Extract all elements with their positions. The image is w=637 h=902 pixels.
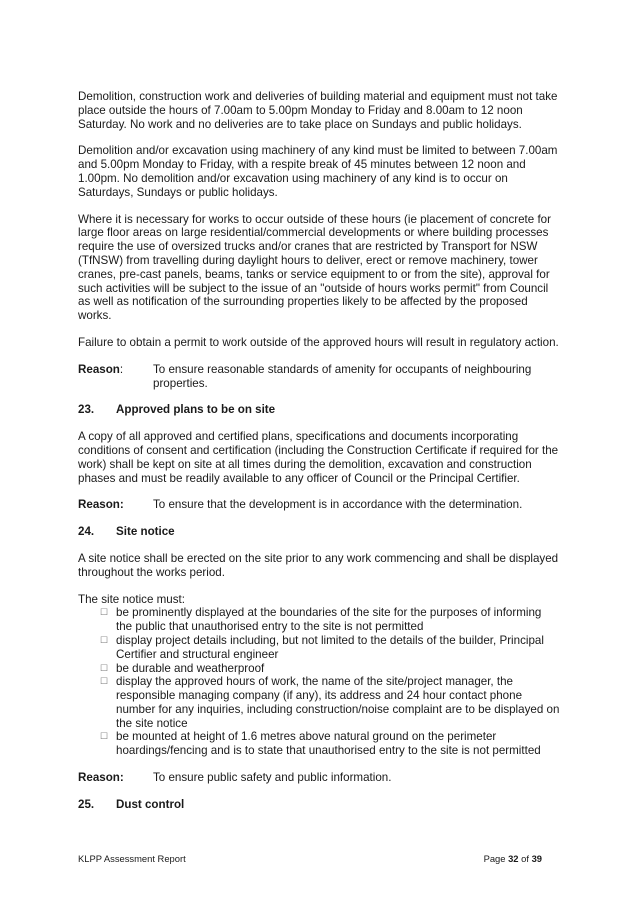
reason-public-safety xyxy=(78,771,560,785)
site-notice-list xyxy=(78,606,560,758)
list-item: ☐ be prominently displayed at the boundaries of the site for the purposes of informing the public that unauthorised entry to the site is not permitted xyxy=(100,606,542,634)
document-body xyxy=(78,90,560,825)
checkbox-bullet-icon: ☐ xyxy=(100,662,109,673)
checkbox-bullet-icon: ☐ xyxy=(100,634,109,645)
checkbox-bullet-icon: ☐ xyxy=(100,676,109,687)
page-footer xyxy=(78,853,542,864)
reason-label: Reason: xyxy=(78,498,124,512)
page-number: Page 32 of 39 xyxy=(483,853,542,864)
paragraph-demolition: Demolition and/or excavation using machinery of any kind must be limited to between 7.00am and 5.00pm Monday to Friday, with a respite break of 45 minutes between 12 noon and 1.00pm. No demolition and/or excavation using machinery of any kind is to occur on Saturdays, Sundays or public holidays. xyxy=(78,144,558,199)
reason-text: To ensure reasonable standards of amenity for occupants of neighbouring properties. xyxy=(153,362,532,390)
footer-report-title: KLPP Assessment Report xyxy=(78,853,186,864)
reason-text: To ensure public safety and public information. xyxy=(153,771,392,785)
paragraph-outside-hours: Where it is necessary for works to occur outside of these hours (ie placement of concrete for large floor areas on large residential/commercial developments or where building processes require the use of oversized trucks and/or cranes that are restricted by Transport for NSW (TfNSW) from travelling during daylight hours to deliver, erect or remove machinery, tower cranes, pre-cast panels, beams, tanks or service equipment to or from the site), approval for such activities will be subject to the issue of an "outside of hours works permit" from Council as well as notification of the surrounding properties likely to be affected by the proposed works. xyxy=(78,212,551,323)
list-item: ☐ display the approved hours of work, the name of the site/project manager, the responsible managing company (if any), its address and 24 hour contact phone number for any inquiries, including construction/noise complaint are to be displayed on the site notice xyxy=(100,675,560,730)
section-23-body: A copy of all approved and certified plans, specifications and documents incorporating conditions of consent and certification (including the Construction Certificate if required for the work) shall be kept on site at all times during the demolition, excavation and construction phases and must be readily available to any officer of Council or the Principal Certifier. xyxy=(78,430,559,485)
reason-label: Reason: xyxy=(78,362,124,376)
section-heading-24: 24. Site notice xyxy=(78,525,175,539)
list-item: ☐ display project details including, but not limited to the details of the builder, Principal Certifier and structural engineer xyxy=(100,633,544,661)
reason-text: To ensure that the development is in accordance with the determination. xyxy=(153,498,523,512)
section-heading-23: 23. Approved plans to be on site xyxy=(78,403,276,417)
section-24-body: A site notice shall be erected on the site prior to any work commencing and shall be displayed throughout the works period. xyxy=(78,551,559,579)
list-item: ☐ be durable and weatherproof xyxy=(100,661,265,675)
checkbox-bullet-icon: ☐ xyxy=(100,607,109,618)
reason-label: Reason: xyxy=(78,771,124,785)
paragraph-hours: Demolition, construction work and deliveries of building material and equipment must not take place outside the hours of 7.00am to 5.00pm Monday to Friday and 8.00am to 12 noon Saturday. No work and no deliveries are to take place on Sundays and public holidays. xyxy=(78,90,558,131)
list-item: ☐ be mounted at height of 1.6 metres above natural ground on the perimeter hoardings/fencing and is to state that unauthorised entry to the site is not permitted xyxy=(100,730,541,758)
section-24-intro: The site notice must: xyxy=(78,592,185,606)
section-heading-25: 25. Dust control xyxy=(78,797,185,811)
reason-amenity xyxy=(78,363,560,391)
paragraph-permit: Failure to obtain a permit to work outside of the approved hours will result in regulatory action. xyxy=(78,335,559,349)
checkbox-bullet-icon: ☐ xyxy=(100,731,109,742)
reason-determination xyxy=(78,498,560,512)
